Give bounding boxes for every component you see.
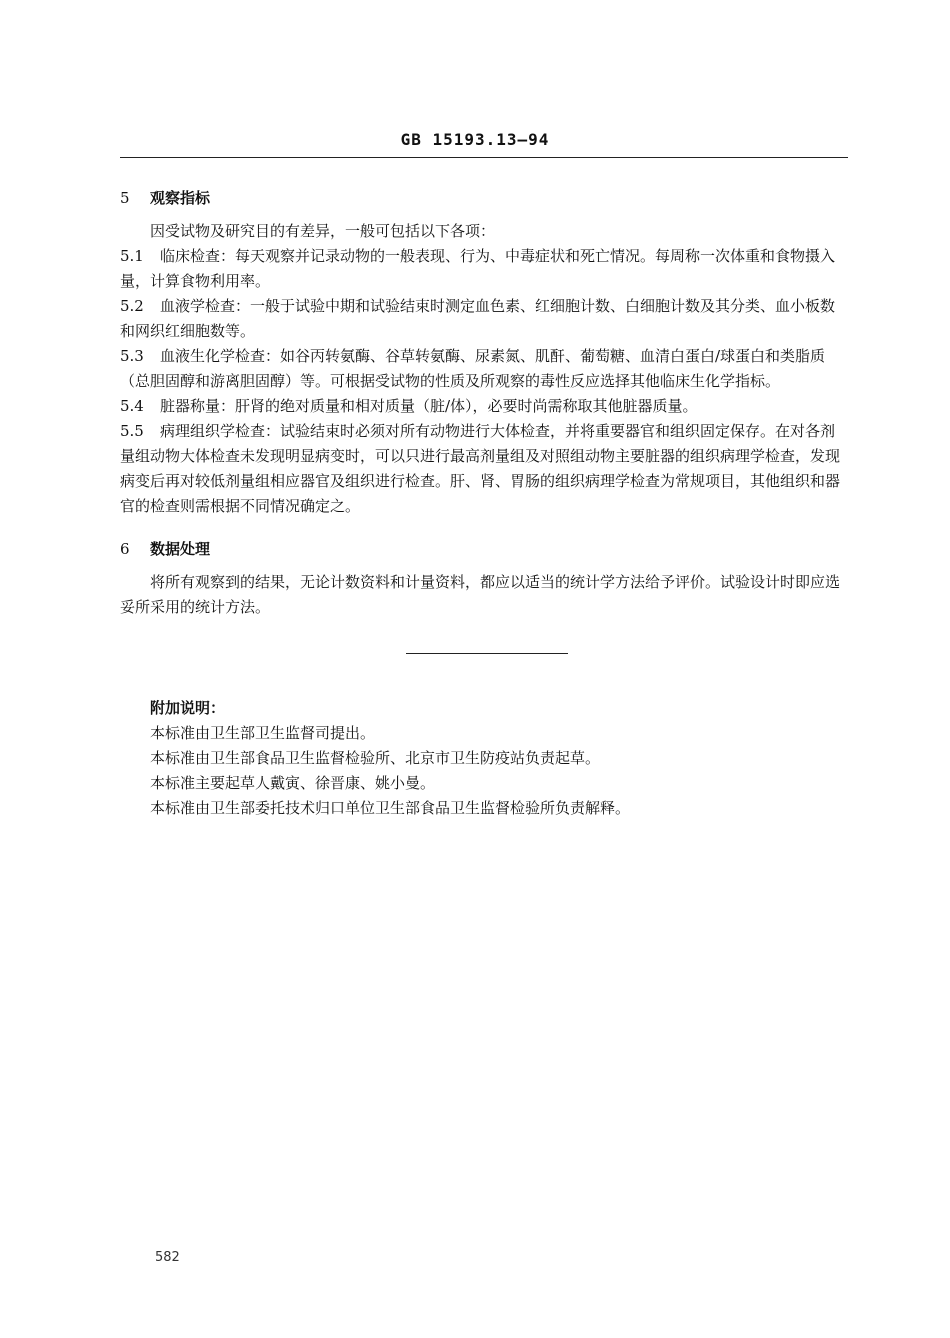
end-divider xyxy=(406,653,568,654)
main-content xyxy=(120,186,848,620)
item-number: 5.1 xyxy=(120,247,144,265)
item-text: 病理组织学检查：试验结束时必须对所有动物进行大体检查，并将重要器官和组织固定保存。在对各剂量组动物大体检查未发现明显病变时，可以只进行最高剂量组及对照组动物主要脏器的组织病理学检查，发现病变后再对较低剂量组相应器官及组织进行检查。肝、肾、胃肠的组织病理学检查为常规项目，其他组织和器官的检查则需根据不同情况确定之。 xyxy=(120,422,841,515)
section-6-number: 6 xyxy=(120,540,130,558)
item-5-4 xyxy=(120,394,848,419)
item-number: 5.5 xyxy=(120,422,144,440)
item-5-5 xyxy=(120,419,848,519)
item-number: 5.2 xyxy=(120,297,144,315)
item-text: 脏器称量：肝肾的绝对质量和相对质量（脏/体），必要时尚需称取其他脏器质量。 xyxy=(160,397,698,415)
header-divider xyxy=(120,157,848,158)
note-line: 本标准由卫生部食品卫生监督检验所、北京市卫生防疫站负责起草。 xyxy=(150,749,601,767)
section-5-title: 观察指标 xyxy=(150,189,211,207)
item-5-1 xyxy=(120,244,848,294)
item-5-3 xyxy=(120,344,848,394)
section-5-number: 5 xyxy=(120,189,130,207)
section-5-heading xyxy=(120,186,848,211)
note-line: 本标准主要起草人戴寅、徐晋康、姚小曼。 xyxy=(150,774,436,792)
additional-notes xyxy=(150,696,850,821)
item-number: 5.4 xyxy=(120,397,144,415)
section-6-text: 将所有观察到的结果，无论计数资料和计量资料，都应以适当的统计学方法给予评价。试验设计时即应选妥所采用的统计方法。 xyxy=(120,573,841,616)
page-number: 582 xyxy=(155,1250,180,1265)
item-5-2 xyxy=(120,294,848,344)
item-text: 血液学检查：一般于试验中期和试验结束时测定血色素、红细胞计数、白细胞计数及其分类、血小板数和网织红细胞数等。 xyxy=(120,297,836,340)
item-text: 血液生化学检查：如谷丙转氨酶、谷草转氨酶、尿素氮、肌酐、葡萄糖、血清白蛋白/球蛋白和类脂质（总胆固醇和游离胆固醇）等。可根据受试物的性质及所观察的毒性反应选择其他临床生化学指标。 xyxy=(120,347,826,390)
item-number: 5.3 xyxy=(120,347,144,365)
notes-title: 附加说明： xyxy=(150,699,226,717)
section-6-title: 数据处理 xyxy=(150,540,211,558)
item-text: 临床检查：每天观察并记录动物的一般表现、行为、中毒症状和死亡情况。每周称一次体重和食物摄入量，计算食物利用率。 xyxy=(120,247,836,290)
section-6-heading xyxy=(120,537,848,562)
standard-code-header: GB 15193.13—94 xyxy=(400,130,550,149)
section-5-intro: 因受试物及研究目的有差异，一般可包括以下各项： xyxy=(150,222,496,240)
note-line: 本标准由卫生部卫生监督司提出。 xyxy=(150,724,376,742)
note-line: 本标准由卫生部委托技术归口单位卫生部食品卫生监督检验所负责解释。 xyxy=(150,799,631,817)
